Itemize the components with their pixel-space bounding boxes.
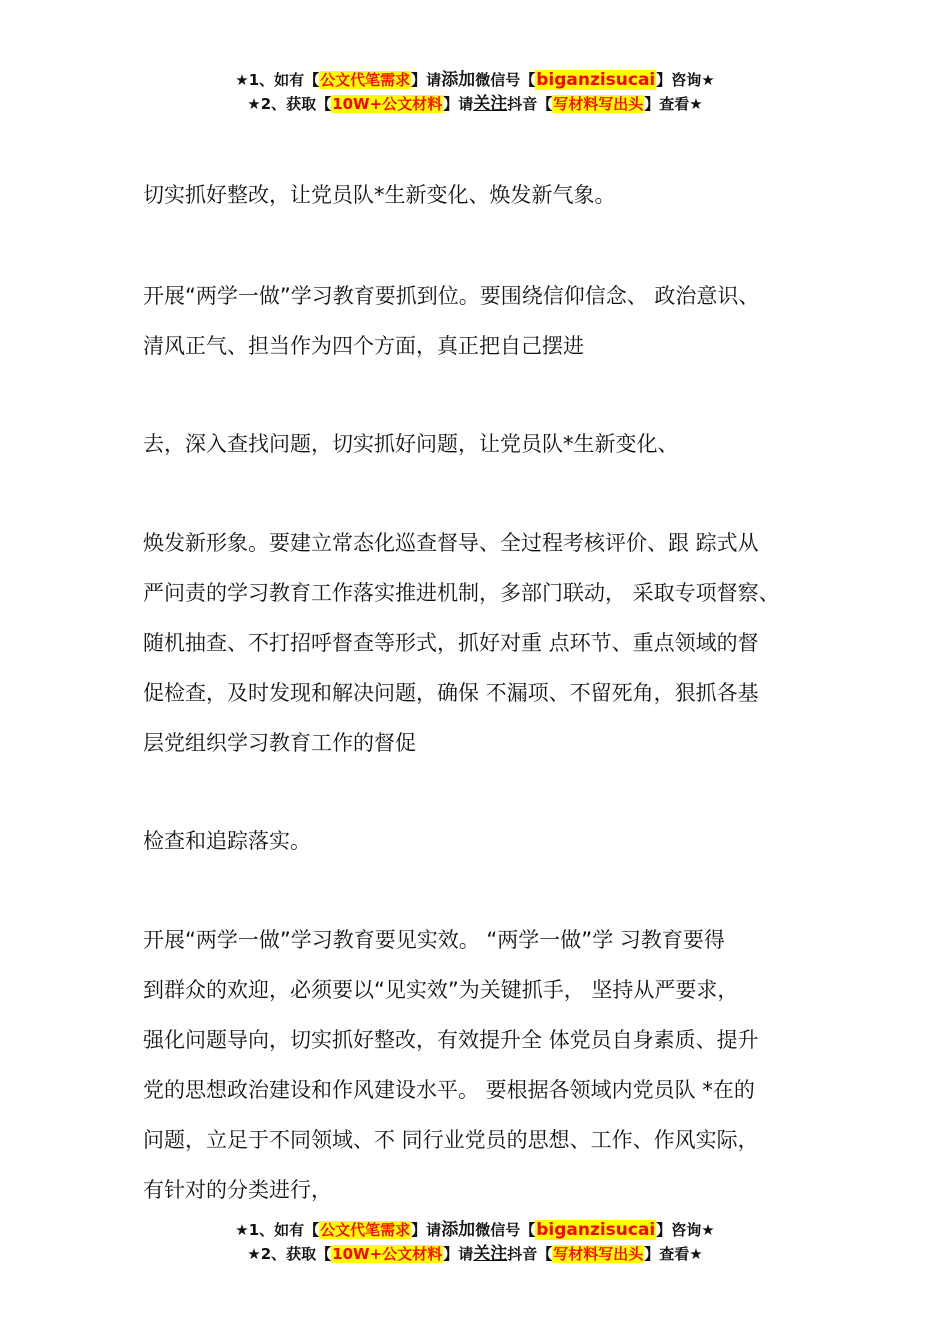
paragraph-3: 去，深入查找问题，切实抓好问题，让党员队*生新变化、 [143,432,679,456]
paragraph-1: 切实抓好整改，让党员队*生新变化、焕发新气象。 [143,183,616,207]
banner-line-1: ★1、如有【公文代笔需求】请添加微信号【biganzisucai】咨询★ [235,1220,715,1240]
highlight-service: 公文代笔需求 [320,1221,411,1239]
highlight-wechat-id: biganzisucai [536,1220,656,1240]
paragraph-2: 开展“两学一做”学习教育要抓到位。要围绕信仰信念、 政治意识、 清风正气、担当作为四个方面，真正把自己摆进 [143,284,760,358]
highlight-service: 公文代笔需求 [320,71,411,89]
paragraph-6: 开展“两学一做”学习教育要见实效。 “两学一做”学 习教育要得 到群众的欢迎，必须要以“见实效”为关键抓手， 坚持从严要求， 强化问题导向，切实抓好整改，有效提升全 体党员自身素质、提升 党的思想政治建设和作风建设水平。 要根据各领域内党员队 *在的 问题，立足于不同领域、不 同行业党员的思想、工作、作风实际， 有针对的分类进行， [143,928,759,1202]
banner-line-2: ★2、获取【10W+公文材料】请关注抖音【写材料写出头】查看★ [247,94,703,114]
banner-line-1: ★1、如有【公文代笔需求】请添加微信号【biganzisucai】咨询★ [235,70,715,90]
footer-banner [0,1218,950,1266]
highlight-douyin: 写材料写出头 [553,1245,644,1263]
highlight-materials: 10W+公文材料 [332,95,443,113]
paragraph-5: 检查和追踪落实。 [143,829,311,853]
banner-line-2: ★2、获取【10W+公文材料】请关注抖音【写材料写出头】查看★ [247,1244,703,1264]
header-banner [0,68,950,116]
paragraph-4: 焕发新形象。要建立常态化巡查督导、全过程考核评价、跟 踪式从 严问责的学习教育工作落实推进机制，多部门联动， 采取专项督察、 随机抽查、不打招呼督查等形式，抓好对重 点环节、重点领域的督 促检查，及时发现和解决问题，确保 不漏项、不留死角，狠抓各基 层党组织学习教育工作的督促 [143,531,780,755]
highlight-douyin: 写材料写出头 [553,95,644,113]
highlight-wechat-id: biganzisucai [536,70,656,90]
highlight-materials: 10W+公文材料 [332,1245,443,1263]
